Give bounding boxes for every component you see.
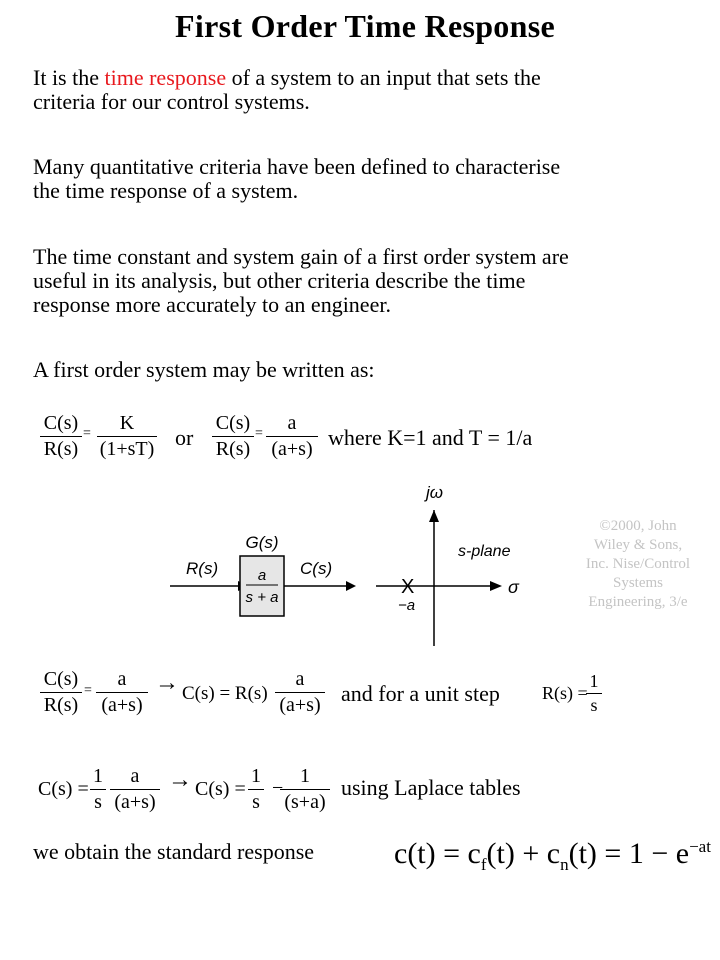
eq2-rs: R(s) =	[542, 683, 588, 703]
block-denominator: s + a	[245, 589, 279, 606]
equation-partial-fractions	[0, 765, 720, 825]
paragraph-time-constant	[33, 245, 713, 317]
eq1-equals-2: =	[255, 426, 263, 441]
eq3-f4: 1 (s+a)	[280, 765, 330, 814]
pole-label: −a	[398, 597, 416, 614]
page-title: First Order Time Response	[175, 8, 555, 44]
p2-line2: the time response of a system.	[33, 178, 299, 203]
p1-text-after: of a system to an input that sets the	[226, 65, 541, 90]
block-numerator: a	[257, 567, 267, 584]
eq3-f2: a (a+s)	[110, 765, 160, 814]
eq1-equals: =	[83, 426, 91, 441]
paragraph-criteria	[33, 155, 713, 203]
copyright-credit: ©2000, John Wiley & Sons, Inc. Nise/Control Systems Engineering, 3/e	[585, 518, 691, 610]
standard-response-formula: $c(t) = c_f(t) + c_n(t) = 1 - e^{-at}$	[394, 837, 711, 874]
eq1-lhs2-fraction: C(s) R(s)	[212, 412, 254, 461]
paragraph-time-response	[33, 66, 713, 114]
eq2-rhs2-fraction: a (a+s)	[275, 668, 325, 717]
paragraph-first-order: A first order system may be written as:	[33, 357, 375, 382]
eq2-equals: =	[84, 683, 92, 698]
eq3-arrow: →	[168, 767, 192, 793]
real-axis-arrowhead	[490, 581, 502, 591]
p3-line3: response more accurately to an engineer.	[33, 292, 391, 317]
eq1-or: or	[175, 425, 194, 450]
eq2-lhs-fraction: C(s) R(s)	[40, 668, 82, 717]
eq3-laplace-text: using Laplace tables	[341, 775, 521, 800]
sigma-label: σ	[508, 577, 519, 597]
eq4-text: we obtain the standard response	[33, 839, 315, 864]
eq3-minus: −	[272, 777, 284, 799]
output-label: C(s)	[300, 559, 333, 578]
eq3-cs: C(s) =	[38, 778, 89, 800]
imag-axis-arrowhead	[429, 510, 439, 522]
p1-text: It is the	[33, 65, 105, 90]
transfer-block	[240, 556, 284, 616]
block-title: G(s)	[245, 533, 279, 552]
eq1-lhs-fraction: C(s) R(s)	[40, 412, 82, 461]
s-plane-label: s-plane	[458, 543, 511, 560]
jw-label: jω	[426, 483, 444, 502]
eq3-cs2: C(s) =	[195, 778, 246, 800]
eq2-rs-fraction: 1 s	[586, 671, 602, 716]
output-arrowhead	[346, 581, 356, 591]
p3-line2: useful in its analysis, but other criteria describe the time	[33, 268, 526, 293]
p2-line1: Many quantitative criteria have been defined to characterise	[33, 154, 561, 179]
eq1-rhs2-fraction: a (a+s)	[266, 412, 318, 461]
eq2-cs-rs: C(s) = R(s)	[182, 683, 268, 704]
input-label: R(s)	[186, 559, 219, 578]
eq1-rhs-fraction: K (1+sT)	[97, 412, 157, 461]
equation-transfer-function	[0, 410, 720, 470]
eq3-f1: 1 s	[90, 765, 106, 814]
block-diagram-figure	[170, 478, 570, 650]
eq1-where: where K=1 and T = 1/a	[328, 425, 533, 450]
p1-line2: criteria for our control systems.	[33, 89, 310, 114]
highlight-time-response: time response	[104, 65, 227, 90]
eq2-unit-step-text: and for a unit step	[341, 681, 500, 706]
eq3-f3: 1 s	[248, 765, 264, 814]
eq2-rhs-fraction: a (a+s)	[96, 668, 148, 717]
equation-step-input	[0, 668, 720, 728]
p3-line1: The time constant and system gain of a first order system are	[33, 244, 569, 269]
eq2-arrow: →	[155, 670, 179, 696]
pole-marker: X	[401, 576, 415, 598]
